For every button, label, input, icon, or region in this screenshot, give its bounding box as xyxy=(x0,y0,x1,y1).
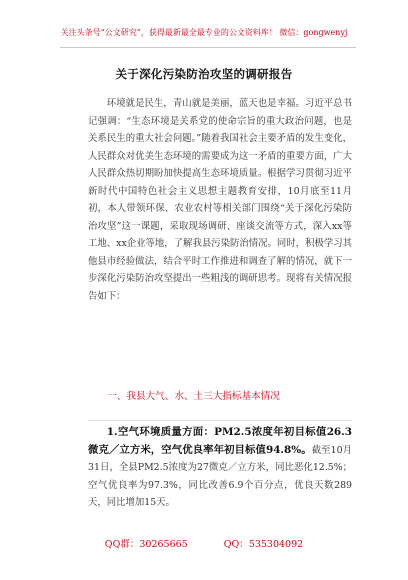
header-banner: 关注头条号“公文研究”，获得最新最全最专业的公文资料库！ 微信：gongwenyj xyxy=(60,28,348,37)
header-divider xyxy=(60,47,356,48)
qq-number: QQ：535304092 xyxy=(223,539,304,550)
qq-group-number: QQ群：30265665 xyxy=(104,539,188,550)
section-heading: 一、我县大气、水、土三大指标基本情况 xyxy=(107,391,280,402)
air-quality-paragraph xyxy=(88,424,352,512)
section-divider xyxy=(88,420,352,421)
intro-paragraph: 环境就是民生，青山就是美丽，蓝天也是幸福。习近平总书记强调：“生态环境是关系党的使命宗旨的重大政治问题，也是关系民生的重大社会问题。”随着我国社会主要矛盾的发生变化，人民群众对优美生态环境的需要成为这一矛盾的重要方面，广大人民群众热切期盼加快提高生态环境质量。根据学习贯彻习近平新时代中国特色社会主义思想主题教育安排，10月底至11月初，本人带领环保、农业农村等相关部门围绕“关于深化污染防治攻坚”这一课题，采取现场调研、座谈交流等方式，深入xx等工地、xx企业等地，了解我县污染防治情况。同时，积极学习其他县市经验做法，结合平时工作推进和调查了解的情况，就下一步深化污染防治攻坚提出一些粗浅的调研思考。现将有关情况报告如下： xyxy=(88,98,352,302)
footer-contacts xyxy=(0,536,408,550)
air-quality-lead: 1.空气环境质量方面：PM2.5浓度年初目标值26.3微克／立方米，空气优良率年初目标值94.8%。 xyxy=(88,426,352,456)
air-quality-detail: 截至10月31日，全县PM2.5浓度为27微克／立方米，同比恶化12.5%；空气优良率为97.3%，同比改善6.9个百分点，优良天数289天，同比增加15天。 xyxy=(88,444,352,508)
document-title: 关于深化污染防治攻坚的调研报告 xyxy=(115,67,293,81)
